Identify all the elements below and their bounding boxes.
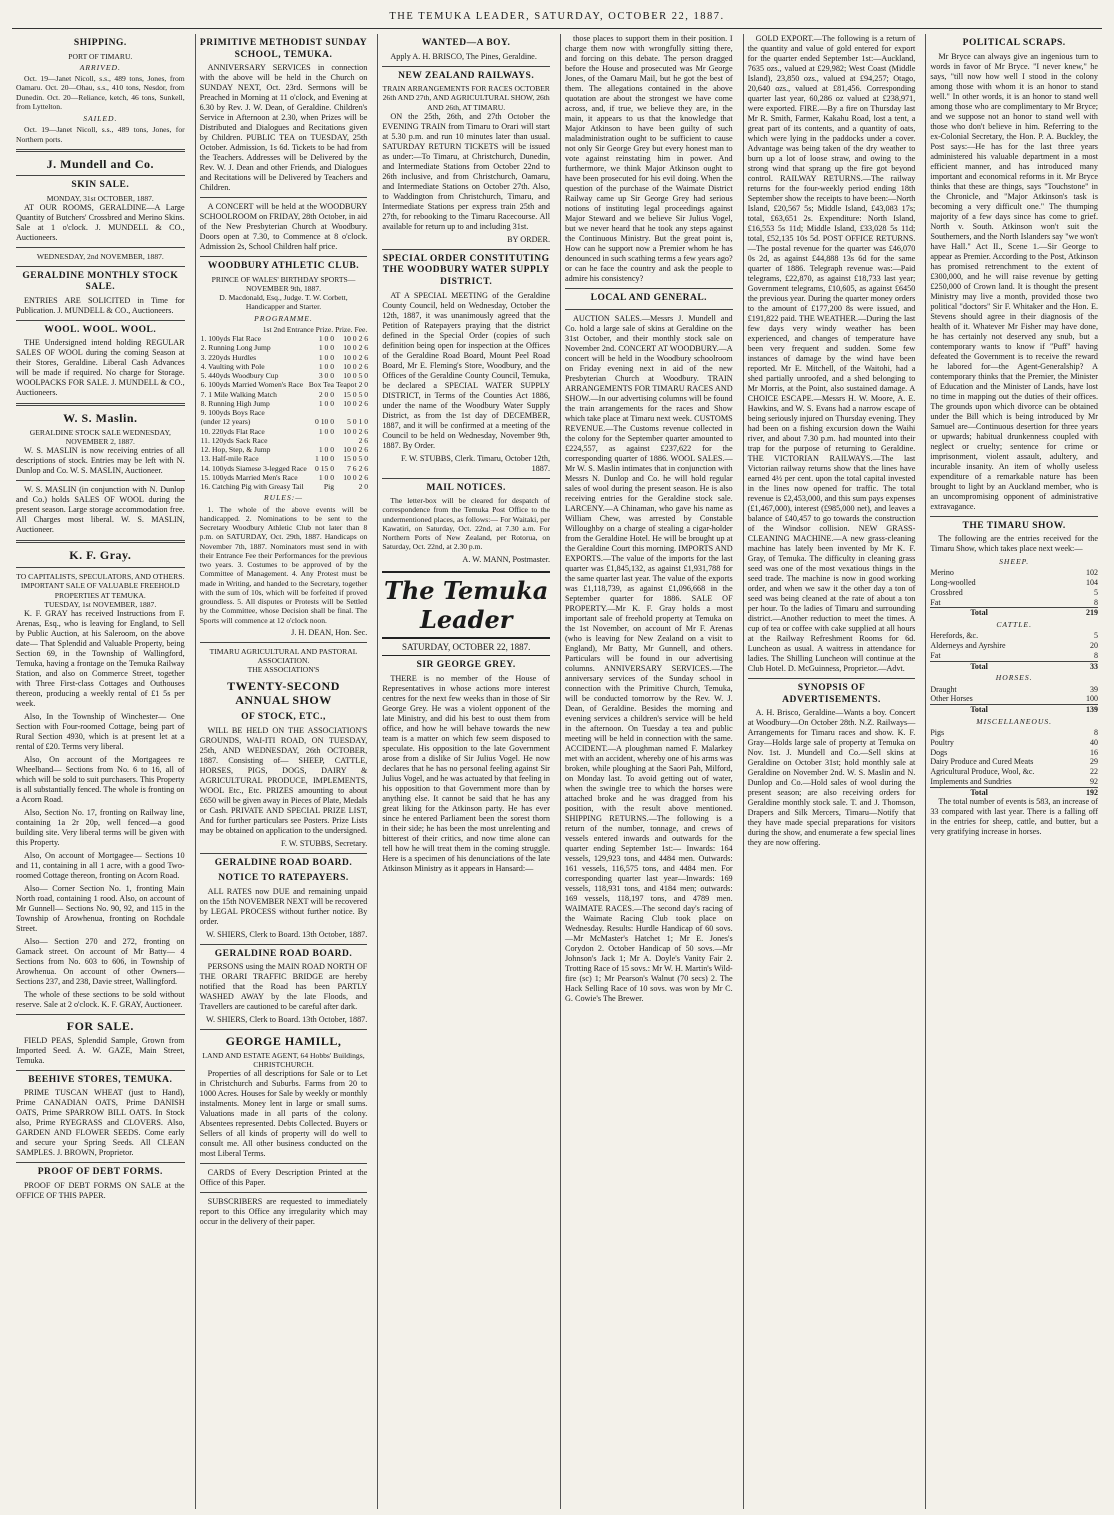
stock-count: 102 <box>1086 568 1098 578</box>
hamill-subheading: LAND AND ESTATE AGENT, 64 Hobbs' Buildings, CHRISTCHURCH. <box>202 1050 365 1070</box>
programme-prize: 2 6 <box>358 463 369 473</box>
programme-row <box>200 427 369 436</box>
programme-prize: 2 0 <box>358 380 369 390</box>
arrived-label: ARRIVED. <box>79 62 121 72</box>
gray-also-1: Also, In the Township of Winchester— One Section with Four-roomed Cottage, being part of Rural Section 4930, which is at present let at a rental of £20. Terms very liberal. <box>16 712 185 752</box>
programme-prize: 2 6 <box>358 426 369 436</box>
stock-count: 16 <box>1090 747 1098 757</box>
for-sale-heading: FOR SALE. <box>66 1019 134 1034</box>
skin-sale-heading: SKIN SALE. <box>71 180 130 191</box>
wanted-heading: WANTED—A BOY. <box>421 38 511 48</box>
programme-table <box>200 334 369 491</box>
programme-prize: 10 0 <box>343 334 357 344</box>
programme-prize: 5 0 <box>358 371 369 381</box>
mail-notices-body: The letter-box will be cleared for despatch of correspondence from the Temuka Post Office to the undermentioned places, as follows:— For Waitaki, per Kawatiri, on Saturday, Oct. 22nd, at 7.30 a.m. For Northern Ports of New Zealand, per Rotorua, on Saturday, Oct. 22nd, at 2.30 p.m. <box>382 496 550 552</box>
horses-label: HORSES. <box>995 673 1033 683</box>
stock-total-row <box>930 661 1098 671</box>
maslin-body: W. S. MASLIN is now receiving entries of all descriptions of stock. Entries may be left with N. Dunlop and Co. W. S. MASLIN, Auctioneer. <box>16 446 185 476</box>
monthly-sale-body: ENTRIES ARE SOLICITED in Time for Publication. J. MUNDELL & CO., Auctioneers. <box>16 295 185 315</box>
shipping-heading: SHIPPING. <box>73 38 127 48</box>
stock-total-count: 33 <box>1082 661 1098 671</box>
rules-body: 1. The whole of the above events will be handicapped. 2. Nominations to be sent to the Secretary Woodbury Athletic Club not later than 8 p.m. on SATURDAY, Oct. 29th, 1887. Handicaps on November 7th, 1887. Nominators must send in with their Entrance Fee their Performances for the previous two years. 3. Costumes to be approved of by the Committee of Management. 4. Any Protest must be made in Writing, and handed to the Secretary, together with the sum of 10s, which will be forfeited if proved groundless. 5. All disputes or Protests will be Settled by the Committee, whose Decision shall be final. The Sports will commence at 12 o'clock noon. <box>199 504 368 625</box>
programme-event: 2. Running Long Jump <box>200 343 271 353</box>
political-scraps-heading: POLITICAL SCRAPS. <box>962 38 1066 48</box>
athletic-subheading: PRINCE OF WALES' BIRTHDAY SPORTS—NOVEMBER 9th, 1887. <box>211 274 356 293</box>
programme-event: 7. 1 Mile Walking Match <box>200 389 277 399</box>
programme-event: 10. 220yds Flat Race <box>200 426 265 436</box>
stock-class: Long-woolled <box>930 578 976 588</box>
railways-heading: NEW ZEALAND RAILWAYS. <box>398 70 535 81</box>
rules-signature: J. H. DEAN, Hon. Sec. <box>291 627 368 637</box>
programme-heading: PROGRAMME. <box>254 313 313 323</box>
programme-prize: 2 6 <box>358 343 369 353</box>
programme-row <box>200 362 369 371</box>
stock-count: 39 <box>1090 684 1098 694</box>
programme-row <box>200 371 369 380</box>
stock-class: Fat <box>930 597 941 607</box>
programme-prize: 2 0 <box>358 482 369 492</box>
programme-event: (under 12 years) <box>200 417 251 427</box>
programme-prize: Teapot <box>336 380 357 390</box>
stock-row <box>930 578 1098 588</box>
programme-prize: 2 6 <box>358 435 369 445</box>
for-sale-body: FIELD PEAS, Splendid Sample, Grown from Imported Seed. A. W. GAZE, Main Street, Temuka. <box>16 1035 185 1065</box>
road-board-2-body: PERSONS using the MAIN ROAD NORTH OF THE ORARI TRAFFIC BRIDGE are hereby notified that the Road has been PARTLY WASHED AWAY by the late Floods, and Travellers are cautioned to be careful after dark. <box>199 962 368 1012</box>
maslin-heading: W. S. Maslin. <box>63 411 138 426</box>
programme-row <box>200 464 369 473</box>
stock-count: 22 <box>1090 767 1098 777</box>
political-scraps-body: Mr Bryce can always give an ingenious turn to words in favor of Mr Bryce. "I never knew," he says, "till now how well I stood in the colony among those with whom it is an honor to stand well." In other words, it is an honor to stand well among those who are complimentary to Mr Bryce; and we suppose not an honor to stand well with those who don't believe in him. Referring to the ex-Colonial Secretary, the Hon. P. A. Buckley, the Post says:—He has for the last three years administered his valuable department in a most efficient manner, and has introduced many important and economical reforms in it. Mr Bryce thinks that these are things, says "Touchstone" in the Chronicle, and "Major Atkinson's task is becoming a very difficult one." The thumping majority of a few days since has come to grief. North v. South. Atkinson won't suit the Southerners, and the North Islanders say "we won't have Hall." Act II., Scene 1.—Sir George to appear as Premier. According to the Post, Atkinson has promised retrenchment to the extent of £300,000, and he will raise revenue by getting £250,000 of Crown land. It is thought the present Ministry may live a month, provided those two political "doctors" Sir F. Whitaker and the Hon. E. Stevens should agree in their diagnosis of the health of it. Whatever Mr Fisher may have done, he has certainly not deserved any snub, but a contemporary wants to know if "Puff" having defeated the Government is to receive the reward he labored for—the Agent-Generalship? A contemporary thinks that the Premier, the Minister of Education and the Minister of Lands, have lost no time in mapping out the duties of their offices. The grounds upon which divorce can be obtained under the Bill which is being introduced by Mr Samuel are—Continuous desertion for three years or upwards; habitual drunkenness coupled with neglect or cruelty; sentence for crime or imprisonment, violent assault, adultery, and incurable insanity. An item of wholly useless expenditure of a remarkable nature has been brought to light by an Auckland member, who is an uncompromising opponent of administrative extravagance. <box>930 51 1098 511</box>
cards-notice: CARDS of Every Description Printed at the Office of this Paper. <box>199 1168 368 1188</box>
railways-signature: BY ORDER. <box>507 234 550 244</box>
newspaper-title: The Temuka Leader <box>382 571 550 640</box>
stock-class: Crossbred <box>930 587 963 597</box>
masthead <box>12 6 1102 29</box>
programme-row <box>200 380 369 389</box>
programme-prize: 10 0 <box>343 426 357 436</box>
programme-event: 4. Vaulting with Pole <box>200 361 265 371</box>
stock-class: Fat <box>930 650 941 660</box>
programme-prize: 2 6 <box>358 352 369 362</box>
programme-row <box>200 454 369 463</box>
programme-prize: 10 0 <box>343 361 357 371</box>
stock-count: 104 <box>1086 578 1098 588</box>
stock-row <box>930 757 1098 767</box>
stock-count: 29 <box>1090 757 1098 767</box>
programme-prize: 2 6 <box>358 472 369 482</box>
programme-prize: 5 0 <box>358 454 369 464</box>
programme-prize <box>308 436 335 445</box>
programme-prize: 1 0 0 <box>318 343 335 353</box>
methodist-heading: PRIMITIVE METHODIST SUNDAY SCHOOL, TEMUKA. <box>199 38 368 60</box>
stock-count: 5 <box>1094 587 1098 597</box>
stock-row <box>930 694 1098 704</box>
debt-forms-heading: PROOF OF DEBT FORMS. <box>37 1167 163 1178</box>
show-body: WILL BE HELD ON THE ASSOCIATION'S GROUNDS, WAI-ITI ROAD, ON TUESDAY, 25th, AND WEDNESDAY, 26th OCTOBER, 1887. Consisting of— SHEEP, CATTLE, HORSES, PIGS, DOGS, DAIRY & AGRICULTURAL PRODUCE, IMPLEMENTS, WOOL Etc., Etc. PRIZES amounting to about £650 will be given away in Pieces of Plate, Medals or Cash. PRIVATE AND SPECIAL PRIZE LIST, And for further particulars see Posters. Prize Lists may be obtained on application to the undersigned. <box>199 725 368 835</box>
column-3 <box>377 34 554 1509</box>
stock-row <box>930 568 1098 578</box>
subscribers-notice: SUBSCRIBERS are requested to immediately report to this Office any irregularity which may occur in the delivery of their paper. <box>199 1197 368 1227</box>
maslin-sale-heading: GERALDINE STOCK SALE WEDNESDAY, NOVEMBER 2, 1887. <box>29 427 171 447</box>
athletic-heading: WOODBURY ATHLETIC CLUB. <box>207 261 360 272</box>
programme-event: 12. Hop, Step, & Jump <box>200 445 271 455</box>
programme-row <box>200 353 369 362</box>
stock-row <box>930 641 1098 651</box>
rules-heading: RULES:— <box>263 493 304 503</box>
programme-event: 1. 100yds Flat Race <box>200 334 261 344</box>
column-2 <box>195 34 372 1509</box>
stock-count: 8 <box>1094 597 1098 607</box>
timaru-show-intro: The following are the entries received for the Timaru Show, which takes place next week:— <box>930 534 1098 554</box>
ratepayers-signature: W. SHIERS, Clerk to Board. 13th October, 1887. <box>206 929 368 939</box>
programme-prize: 0 10 0 <box>315 417 335 427</box>
column-4 <box>560 34 737 1509</box>
stock-total-count: 219 <box>1069 608 1098 618</box>
programme-event: 15. 100yds Married Men's Race <box>200 472 298 482</box>
grey-continued: those places to support them in their position. I charge them now with wrongfully sitting there, and forcing on this debate. The person dragged before the House and prosecuted was Mr George Jones, of the Oamaru Mail, but he got the best of them. The allegations contained in the above quotation are about the strongest we have come across, and, if true, we believe they are, in the main, it appears to us that the knowledge that Major Atkinson to have been guilty of such maladministration ought to be sufficient to cause not only Sir George Grey but every honest man to vote against reinstating him in power. And furthermore, we think Major Atkinson ought to have been prosecuted for his evil doing. When the question of the purchase of the Waimate District Railway came up Sir George Grey had serious notions of instituting legal proceedings against Major Steward and we believe Sir Julius Vogel, but we never heard that he took any steps against the Continuous Ministry. But the great point is, How can he support now a Premier whom he has denounced in such scathing terms a few years ago? or can he face the country and ask the people to admire his consistency? <box>565 34 733 283</box>
road-board-2-signature: W. SHIERS, Clerk to Board. 13th October, 1887. <box>206 1015 368 1025</box>
hamill-body: Properties of all descriptions for Sale or to Let in Christchurch and Suburbs. Farms from 20 to 1000 Acres. Houses for Sale by weekly or monthly instalments. Money lent in large or small sums. Valuations made in all parts of the colony. Absentees represented. Debts Collected. Buyers or Sellers of all kinds of property will do well to consult me. All other business conducted on the most Liberal Terms. <box>199 1069 368 1159</box>
programme-event: 11. 120yds Sack Race <box>200 435 268 445</box>
cattle-table <box>930 631 1098 671</box>
programme-prize: 10 0 <box>343 398 357 408</box>
local-general-body: AUCTION SALES.—Messrs J. Mundell and Co. hold a large sale of skins at Geraldine on the 31st October, and their monthly stock sale on November 2nd. CONCERT AT WOODBURY.—A concert will be held in the Woodbury schoolroom on Friday evening next in aid of the new Presbyterian Church at Woodbury. TRAIN ARRANGEMENTS FOR TIMARU RACES AND SHOW.—In our advertising columns will be found the train arrangements for the races and Show which take place at Timaru next week. CUSTOMS REVENUE.—The Customs revenue collected in the colony for the September quarter amounted to £224,557, as against £237,622 for the corresponding quarter of 1886. WOOL SALES.—Mr W. S. Maslin intimates that in conjunction with Messrs N. Dunlop and Co. he will hold regular sales of wool during the present season. He is also receiving entries for the Geraldine stock sale. LARCENY.—A Chinaman, who gave his name as William Chew, was arrested by Constable Willoughby on a charge of stealing a cigar-holder from the Geraldine Hotel. He will be brought up at the Geraldine Court this morning. IMPORTS AND EXPORTS.—The value of the imports for the last quarter was £1,845,132, as against £1,931,788 for the same quarter last year. The value of the exports was £1,118,739, as against £1,096,668 in the September quarter for 1886. SALE OF PROPERTY.—Mr K. F. Gray holds a most important sale of freehold property at Temuka on the 1st November, on account of Mr F. Arenas (who is leaving for New Zealand on a visit to England), Mr Batty, Mr Gunnell, and others. Particulars will be found in our advertising columns. ANNIVERSARY SERVICES.—The anniversary services of the Sunday school in connection with the Primitive Church, Temuka, will be conducted tomorrow by the Rev. W. J. Dean, of Geraldine. Besides the morning and evening services a children's service will be held in the afternoon. On Tuesday a tea and public meeting will be held in connection with the same. ACCIDENT.—A ploughman named F. Malarkey met with an accident, whereby one of his arms was broken, while ploughing at the Saori Pah, Milford, on Monday last. To avoid getting out of water, when the swingle tree to which the horses were attached broke and he was dragged from his position, with the result above mentioned. SHIPPING RETURNS.—The following is a return of the number, tonnage, and crews of vessels entered inwards and outwards for the quarter ending September 1st:— Inwards: 164 vessels, 129,923 tons, and 4484 men. Outwards: 161 vessels, 116,575 tons, and 4484 men. For corresponding quarter last year—Inwards: 169 vessels, 118,931 tons, and 4184 men; outwards: 169 vessels, 118,197 tons, and 4789 men. WAIMATE RACES.—The second day's racing of the Waimate Racing Club took place on Wednesday. Results: Hurdle Handicap of 60 sovs.—Mr McMaster's Hatchet 1; Mr E. Jones's Corydon 2. October Handicap of 50 sovs.—Mr Johnson's Jack 1; Mr A. Doyle's Vanity Fair 2. Trotting Race of 15 sovs.: Mr W. H. Martin's Wild-fire (sc) 1; Mr Pearson's Walnut (70 secs) 2. The Hack Selling Race of 10 sovs. was won by Mr C. G. Cowie's The Brewer. <box>565 313 733 1003</box>
masthead-text: THE TEMUKA LEADER, SATURDAY, OCTOBER 22, 1887. <box>389 11 725 22</box>
methodist-body: ANNIVERSARY SERVICES in connection with the above will be held in the Church on SUNDAY NEXT, Oct. 23rd. Sermons will be Preached in Morning at 11 o'clock, and Evening at 6.30 by Rev. J. W. Dean, of Geraldine. Children's Service in Afternoon at 2.30, when Prizes will be Distributed and Dialogues and Recitations given by Children. PUBLIC TEA on TUESDAY, 25th October. Admission, 1s 6d. Tickets to be had from the Teachers. Addresses will be Delivered by the Rev. W. J. Dean and other Friends, and Dialogues and Recitations will be Delivered by Teachers and Children. <box>199 63 368 193</box>
arrived-list: Oct. 19—Janet Nicoll, s.s., 489 tons, Jones, from Oamaru. Oct. 20—Ohau, s.s., 410 tons, Nesdor, from Dunedin. Oct. 20—Reliance, ketch, 46 tons, Sunkell, from Lyttelton. <box>16 74 185 111</box>
programme-prize: 2 6 <box>358 361 369 371</box>
stock-row <box>930 748 1098 758</box>
water-supply-signature: F. W. STUBBS, Clerk. Timaru, October 12th, 1887. <box>400 453 550 473</box>
programme-prize: 10 0 <box>343 352 357 362</box>
programme-prize: 2 6 <box>358 398 369 408</box>
stock-row <box>930 777 1098 787</box>
stock-total-row <box>930 705 1098 715</box>
gray-also-4: Also, On account of Mortgagee— Sections 10 and 11, containing in all 1 acre, with a good Two-roomed Cottage thereon, fronting on Acorn Road. <box>16 851 185 881</box>
programme-row <box>200 334 369 343</box>
grey-body: THERE is no member of the House of Representatives in whose actions more interest centres for the next few weeks than in those of Sir George Grey. He was a violent opponent of the late Ministry, and did his best to oust them from office, and how he will behave towards the new team is a matter on which few seem disposed to speculate. His opposition to the late Government arose from a dislike of Sir Julius Vogel. He now declares that he has no personal feeling against Sir Julius Vogel, and he was actuated by that feeling in his opposition to that Government more than by anything else. It cannot be said that he has any great liking for the Atkinson party. He has ever since he entered Parliament been the sorest thorn in their side; he has been the most unrelenting and bitterest of their critics, and now time alone can tell how he will treat them in the coming struggle. Here is a specimen of his denunciations of the late Atkinson Ministry as it appears in Hansard:— <box>382 673 550 873</box>
programme-prize: 7 6 <box>347 463 357 473</box>
gray-to-capitalists: TO CAPITALISTS, SPECULATORS, AND OTHERS. <box>16 572 185 582</box>
show-of-stock: OF STOCK, ETC., <box>241 711 326 722</box>
programme-prize: 1 10 0 <box>315 454 335 464</box>
local-general-heading: LOCAL AND GENERAL. <box>590 293 708 303</box>
programme-prize <box>308 408 335 417</box>
show-the: THE ASSOCIATION'S <box>247 665 320 675</box>
show-heading: TWENTY-SECOND ANNUAL SHOW <box>227 678 340 708</box>
programme-prize: 1 0 0 <box>318 398 335 408</box>
programme-prize: 10 0 <box>343 343 357 353</box>
programme-prize: Box Tea <box>308 380 335 390</box>
monthly-sale-heading: GERALDINE MONTHLY STOCK SALE. <box>22 270 179 293</box>
sailed-label: SAILED. <box>83 114 118 124</box>
railways-train-heading: TRAIN ARRANGEMENTS FOR RACES OCTOBER 26th AND 27th, AND AGRICULTURAL SHOW, 26th AND 26th, AT TIMARU. <box>382 84 550 112</box>
stock-row <box>930 588 1098 598</box>
debt-forms-body: PROOF OF DEBT FORMS ON SALE at the OFFICE OF THIS PAPER. <box>16 1180 185 1200</box>
beehive-body: PRIME TUSCAN WHEAT (just to Hand), Prime CANADIAN OATS, Prime DANISH OATS, Prime SPARROW BILL OATS. In Stock also, Prime RYEGRASS and CLOVERS. Also, GARDEN AND FLOWER SEEDS. Come early and secure your Spring Seeds. All CLEAN SAMPLES. J. BROWN, Proprietor. <box>16 1088 185 1158</box>
programme-prize: 15 0 <box>343 454 357 464</box>
horses-table <box>930 685 1098 715</box>
water-supply-body: AT A SPECIAL MEETING of the Geraldine County Council, held on Wednesday, October the 12th, 1887, it was unanimously agreed that the Petition of Ratepayers praying that the district defined in the Special Order (copies of such definition being open for inspection at the Offices of the Geraldine Road Board, Mount Peel Road Board, Mr E. Fleming's Store, Woodbury, and the Offices of the Geraldine County Council, Temuka, be declared a SPECIAL WATER SUPPLY DISTRICT, in Terms of the Counties Act 1886, under the name of the Woodbury Water Supply District, as from the 1st day of DECEMBER, 1887, and it will be confirmed at a meeting of the Council to be held on Wednesday, November 9th, 1887. By Order. <box>382 290 550 450</box>
stock-total-label: Total <box>930 661 1082 671</box>
programme-prize <box>335 408 358 417</box>
ratepayers-heading: NOTICE TO RATEPAYERS. <box>218 873 349 884</box>
programme-prize: 1 0 <box>358 417 369 427</box>
athletic-officials: D. Macdonald, Esq., Judge. T. W. Corbett, Handicapper and Starter. <box>219 293 348 312</box>
programme-prize: 1 0 0 <box>318 472 335 482</box>
skin-sale-body: AT OUR ROOMS, GERALDINE—A Large Quantity of Butchers' Crossbred and Merino Skins. Sale at 1 o'clock. J. MUNDELL & CO., Auctioneers. <box>16 203 185 243</box>
stock-count: 5 <box>1094 631 1098 641</box>
stock-row <box>930 651 1098 661</box>
stock-row <box>930 767 1098 777</box>
programme-event: 5. 440yds Woodbury Cup <box>200 371 279 381</box>
stock-total-row <box>930 608 1098 618</box>
newspaper-columns <box>12 34 1102 1509</box>
programme-row <box>200 417 369 426</box>
stock-class: Poultry <box>930 737 954 747</box>
stock-count: 92 <box>1090 776 1098 786</box>
programme-prize: 1 0 0 <box>318 445 335 455</box>
programme-prize <box>358 408 370 417</box>
programme-prize: 0 15 0 <box>315 463 335 473</box>
road-board-heading: GERALDINE ROAD BOARD. <box>214 857 353 868</box>
stock-total-label: Total <box>930 787 1080 797</box>
stock-total-count: 139 <box>1069 705 1098 715</box>
mail-notices-signature: A. W. MANN, Postmaster. <box>462 554 550 564</box>
timaru-show-closing: The total number of events is 583, an increase of 33 compared with last year. There is a falling off in the entries for sheep, cattle, and butter, but a very gratifying increase in horses. <box>930 797 1098 837</box>
stock-class: Other Horses <box>930 694 973 704</box>
gray-heading: K. F. Gray. <box>69 548 132 563</box>
programme-row <box>200 473 369 482</box>
wool-body: THE Undersigned intend holding REGULAR SALES OF WOOL during the coming Season at their Stores, Geraldine. Liberal Cash Advances will be made if required. No charge for Storage. WOOLPACKS FOR SALE. J. MUNDELL & CO., Auctioneers. <box>16 338 185 398</box>
stock-class: Pigs <box>930 728 945 738</box>
programme-prize: Pig <box>323 482 335 492</box>
stock-row <box>930 631 1098 641</box>
programme-prize <box>335 482 358 491</box>
stock-row <box>930 738 1098 748</box>
stock-count: 20 <box>1090 641 1098 651</box>
gray-also-5: Also— Corner Section No. 1, fronting Main North road, containing 1 rood. Also, on account of Mr Gunnell— Sections No. 90, 92, and 115 in the Township of Arowhenua, fronting on Rochdale Street. <box>16 884 185 934</box>
stock-row <box>930 598 1098 608</box>
maslin-wool-body: W. S. MASLIN (in conjunction with N. Dunlop and Co.) holds SALES OF WOOL during the present season. Large storage accommodation free. All Charges most liberal. W. S. MASLIN, Auctioneer. <box>16 485 185 535</box>
sheep-label: SHEEP. <box>999 557 1030 567</box>
cattle-label: CATTLE. <box>996 620 1032 630</box>
stock-total-row <box>930 787 1098 797</box>
programme-event: 14. 100yds Siamese 3-legged Race <box>200 463 307 473</box>
railways-body: ON the 25th, 26th, and 27th October the EVENING TRAIN from Timaru to Orari will start at 5.30 p.m. and run 10 minutes later than usual. SATURDAY RETURN TICKETS will be issued as under:—To Timaru, at Christchurch, Dunedin, and Intermediate Stations from October 22nd to 26th inclusive, and from Christchurch, Oamaru, and Intermediate Stations on October 27th. Also, to Waddington from Christchurch, Timaru, and Intermediate Stations per express train 25th and 27th, for rebooking to the Timaru Racecourse. All available for return up to and including 31st. <box>382 111 550 231</box>
stock-count: 8 <box>1094 728 1098 738</box>
synopsis-body: A. H. Brisco, Geraldine—Wants a boy. Concert at Woodbury—On October 28th. N.Z. Railways—Arrangements for Timaru races and show. K. F. Gray—Holds large sale of property at Temuka on Nov. 1st. J. Mundell and Co.—Sell skins at Geraldine on October 31st; hold monthly sale at Geraldine on November 2nd. W. S. Maslin and N. Dunlop and Co.—Hold sales of wool during the present season; are also receiving orders for Geraldine monthly stock sale. T. and J. Thomson, Drapers and Silk Mercers, Timaru—Notify that they have made special preparations for visitors during the show, and enumerate a few special lines they are now offering. <box>747 708 916 848</box>
programme-row <box>200 343 369 352</box>
wool-heading: WOOL. WOOL. WOOL. <box>44 324 157 335</box>
stock-total-label: Total <box>930 608 1069 618</box>
sheep-table <box>930 568 1098 618</box>
programme-prize: 2 0 0 <box>318 389 335 399</box>
stock-count: 100 <box>1086 694 1098 704</box>
programme-row <box>200 482 369 491</box>
port-heading: PORT OF TIMARU. <box>68 51 133 61</box>
programme-prize: 10 0 <box>343 472 357 482</box>
gray-close: The whole of these sections to be sold without reserve. Sale at 2 o'clock. K. F. GRAY, Auctioneer. <box>16 990 185 1010</box>
concert-body: A CONCERT will be held at the WOODBURY SCHOOLROOM on FRIDAY, 28th October, in aid of the New Presbyterian Church at Woodbury. Doors open at 7.30, to Commence at 8 o'clock. Admission 2s, School Children half price. <box>199 202 368 252</box>
stock-total-label: Total <box>930 705 1069 715</box>
wanted-body: Apply A. H. BRISCO, The Pines, Geraldine. <box>390 51 537 61</box>
programme-prize: 1 0 0 <box>318 334 335 344</box>
skin-sale-date: MONDAY, 31st OCTOBER, 1887. <box>46 194 154 204</box>
grey-heading: SIR GEORGE GREY. <box>416 660 516 671</box>
programme-event: 8. Running High Jump <box>200 398 270 408</box>
programme-prize: 15 0 <box>343 389 357 399</box>
news-items-body: GOLD EXPORT.—The following is a return of the quantity and value of gold entered for export for the quarter ended September 1st:—Auckland, 7635 ozs., valued at £29,982; West Coast (Middle Island), 23,850 ozs., valued at £94,257; Otago, 20,640 ozs., valued at £81,456. Corresponding quarter last year, 60,286 oz valued at £238,971, were exported. FIRE.—By a fire on Thursday last Mr R. Smith, Farmer, Kakahu Road, lost a tent, a great part of its contents, and a quantity of oats, which were lying in the paddocks under a cover. Advantage was being taken of the dry weather to burn up a lot of loose straw, and owing to the strong wind that sprang up the fire got beyond control. RAILWAY RETURNS.—The railway returns for the four-weekly period ending 18th September show the receipts to have been:—North Island, £20,567 5s; Middle Island, £43,083 17s; total, £63,651 2s. Expenditure: North Island, £16,553 5s 11d; Middle Island, £33,028 5s 11d; total, £52,135 10s 5d. POST OFFICE RETURNS.—The postal revenue for the quarter was £46,070 0s 2d, as against £44,888 13s 6d for the same quarter of 1886. Telegraph revenue was:—Paid telegrams, £22,870, as against £18,733 last year; Government telegrams, £10,605, as against £6450 the previous year. During the quarter money orders to the amount of £177,200 8s were issued, and £191,822 paid. THE WEATHER.—During the last few days very windy weather has been experienced, and changes of temperature have been very frequent and sudden. Some few instances of damage by the wind have been reported. Mr E. Mitchell, of the Waitohi, had a shed partially unroofed, and a shed belonging to Mr Morris, at the Point, also sustained damage. A CHOICE ESCAPE.—Messrs H. W. Moore, A. E. Hawkins, and W. S. Evans had a narrow escape of being seriously injured on Thursday evening. They had been on a fishing excursion down the Waihi river, and about 7.30 p.m. had mounted into their trap for the purpose of returning to Geraldine. THE VICTORIAN RAILWAYS.—The last Victorian railway returns show that the lines have earned 4½ per cent. upon the total capital invested in the lines now opened for traffic. The total revenue is £2,453,000, and this sum pays expenses (£1,467,000), interest (£985,000 net), and leaves a balance of £40,457 to go towards the construction of the Windsor collision. NEW GRASS-CLEANING MACHINE.—A new grass-cleaning machine has lately been invented by Mr K. F. Gray, of Temuka. The difficulty in cleaning grass seed was one of the most vexatious things in the seed trade. The machine is now in good working order, and when we saw it the other day a ton of seed was being cleaned at the rate of about a ton per hour. To the ladies of Timaru and surrounding district.—Another reduction to meet the times. A cup of tea or coffee with cake supplied at all hours at the Railway Refreshment Rooms for 6d. Luncheon as usual. A waitress in attendance for ladies. The Shilling Luncheon will continue at the Club Hotel. D. McGuinness, Proprietor.—Advt. <box>747 34 916 673</box>
wednesday-heading: WEDNESDAY, 2nd NOVEMBER, 1887. <box>36 252 164 262</box>
sailed-list: Oct. 19—Janet Nicoll, s.s., 489 tons, Jones, for Northern ports. <box>16 125 185 144</box>
gray-also-3: Also, Section No. 17, fronting on Railway line, containing 1a 2r 20p, well fenced—a good building site. Very liberal terms will be given with this Property. <box>16 808 185 848</box>
programme-event: 16. Catching Pig with Greasy Tail <box>200 482 304 492</box>
ratepayers-body: ALL RATES now DUE and remaining unpaid on the 15th NOVEMBER NEXT will be recovered by LEGAL PROCESS without further notice. By order. <box>199 886 368 926</box>
programme-row <box>200 445 369 454</box>
gray-also-2: Also, On account of the Mortgagees re Wheelband— Sections from No. 6 to 16, all of which will be sold to suit purchasers. This Property is all substantially fenced. The whole is fronting on a Acorn Road. <box>16 755 185 805</box>
stock-row <box>930 728 1098 738</box>
programme-prize: 1 0 0 <box>318 426 335 436</box>
misc-table <box>930 728 1098 797</box>
programme-prize: 1 0 0 <box>318 361 335 371</box>
stock-class: Agricultural Produce, Wool, &c. <box>930 767 1035 777</box>
programme-row <box>200 399 369 408</box>
stock-class: Draught <box>930 684 957 694</box>
stock-class: Alderneys and Ayrshire <box>930 641 1006 651</box>
column-1 <box>12 34 189 1509</box>
stock-class: Herefords, &c. <box>930 631 979 641</box>
stock-row <box>930 685 1098 695</box>
programme-row <box>200 436 369 445</box>
misc-label: MISCELLANEOUS. <box>976 716 1053 726</box>
stock-total-count: 192 <box>1081 787 1098 797</box>
newspaper-dateline: SATURDAY, OCTOBER 22, 1887. <box>382 642 550 656</box>
gray-date: TUESDAY, 1st NOVEMBER, 1887. <box>44 599 157 609</box>
synopsis-heading: SYNOPSIS OF ADVERTISEMENTS. <box>782 683 881 705</box>
column-6 <box>925 34 1102 1509</box>
programme-prize: 1 0 0 <box>318 352 335 362</box>
programme-event: 9. 100yds Boys Race <box>200 408 265 418</box>
programme-prize: 3 0 0 <box>318 371 335 381</box>
stock-class: Implements and Sundries <box>930 776 1012 786</box>
hamill-heading: GEORGE HAMILL, <box>225 1034 342 1049</box>
programme-row <box>200 408 369 417</box>
road-board-2-heading: GERALDINE ROAD BOARD. <box>214 948 353 959</box>
programme-prize <box>335 436 358 445</box>
timaru-show-heading: THE TIMARU SHOW. <box>962 520 1066 531</box>
programme-row <box>200 390 369 399</box>
beehive-heading: BEEHIVE STORES, TEMUKA. <box>28 1074 173 1085</box>
show-signature: F. W. STUBBS, Secretary. <box>280 838 368 848</box>
show-association: TIMARU AGRICULTURAL AND PASTORAL ASSOCIATION. <box>209 646 358 666</box>
prize-columns: 1st 2nd Entrance Prize. Prize. Fee. <box>262 324 368 334</box>
stock-class: Merino <box>930 568 954 578</box>
programme-event: 3. 220yds Hurdles <box>200 352 257 362</box>
programme-prize: 5 0 <box>358 389 369 399</box>
programme-prize: 10 0 <box>343 445 357 455</box>
programme-prize: 10 0 <box>343 371 357 381</box>
stock-count: 40 <box>1090 737 1098 747</box>
mundell-heading: J. Mundell and Co. <box>46 156 154 171</box>
stock-class: Dairy Produce and Cured Meats <box>930 757 1034 767</box>
programme-prize: 2 6 <box>358 334 369 344</box>
programme-event: 6. 100yds Married Women's Race <box>200 380 304 390</box>
programme-event: 13. Half-mile Race <box>200 454 259 464</box>
programme-prize: 2 6 <box>358 445 369 455</box>
column-5 <box>743 34 920 1509</box>
gray-important-sale: IMPORTANT SALE OF VALUABLE FREEHOLD PROPERTIES AT TEMUKA. <box>20 581 180 600</box>
programme-prize: 5 0 <box>347 417 357 427</box>
stock-count: 8 <box>1094 650 1098 660</box>
gray-body: K. F. GRAY has received Instructions from F. Arenas, Esq., who is leaving for England, to Sell by Public Auction, at his Saleroom, on the above date— That Splendid and Valuable Property, being Section 69, in the Township of Wallingford, Temuka, having a frontage on the Temuka Railway Station, and also on Commerce Street, together with Three First-class Cottages and Outhouses thereon, producing a weekly rental of £1 5s per week. <box>16 609 185 709</box>
gray-also-6: Also— Section 270 and 272, fronting on Gamack street. On account of Mr Batty— 4 Sections from No. 603 to 606, in Township of Arowhenua. On account of other Owners— Sections 237, and 238, Davie street, Wallingford. <box>16 937 185 987</box>
mail-notices-heading: MAIL NOTICES. <box>426 482 506 493</box>
stock-class: Dogs <box>930 747 948 757</box>
water-supply-heading: SPECIAL ORDER CONSTITUTING THE WOODBURY WATER SUPPLY DISTRICT. <box>382 253 550 288</box>
